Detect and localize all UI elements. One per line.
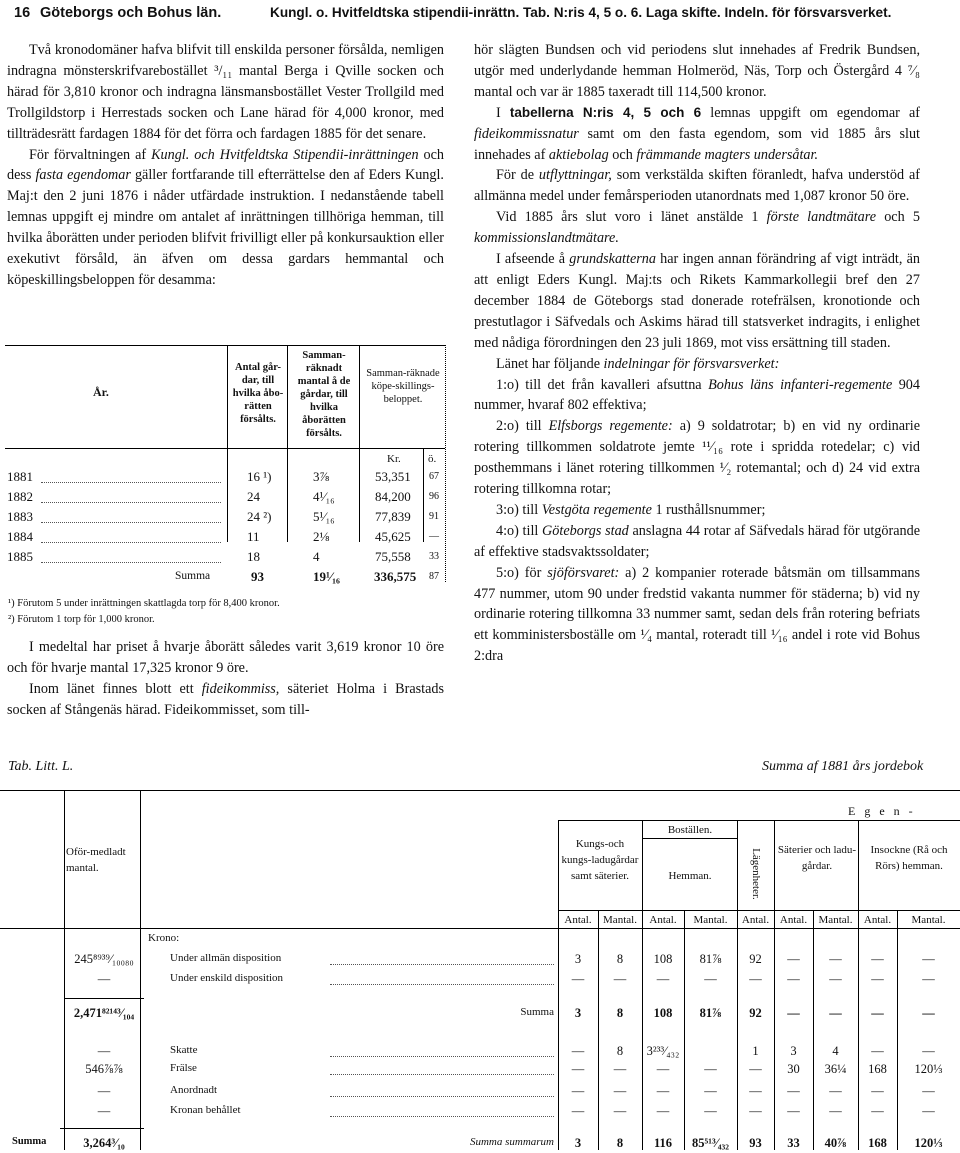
cell-ore: 67 [429,471,439,482]
sum2-pre: Summa [12,1136,47,1147]
cell-i-m: — [922,952,935,966]
paragraph-utflyttningar [474,165,920,207]
cell-k-m: 8 [616,1044,624,1058]
cell-k-m: 8 [616,1136,624,1150]
cell-i-a: — [871,952,884,966]
cell-l: — [749,1084,762,1098]
cell-k-a: — [571,1104,585,1118]
text: Vid 1885 års slut voro i länet anstälde 1 [496,209,767,226]
cell-k-a: 3 [574,952,582,966]
cell-of: — [97,1084,111,1098]
cell-h-a: 3²³³⁄₄₃₂ [646,1044,680,1058]
paragraph-5o [474,563,920,668]
sum-count: 93 [251,569,264,584]
text-italic: fideikommiss, [201,680,280,697]
cell-mantal: 2⅛ [313,529,330,544]
sum-kr: 336,575 [374,569,417,584]
cell-i-m: 120⅓ [914,1062,943,1076]
header-insockne: Insockne (Rå och Rörs) hemman. [870,844,948,872]
group-krono: Krono: [148,932,180,944]
cell-kr: 84,200 [375,489,411,504]
header-mantal: Mantal. [818,914,853,926]
cell-s-m: — [829,1084,842,1098]
cell-year: 1884 [7,529,33,544]
cell-count: 24 ²) [247,509,272,524]
sum-label: Summa [175,570,211,582]
sum-mantal: 19¹⁄₁₆ [313,569,340,584]
text-bold: tabellerna N:ris 4, 5 och 6 [509,104,702,120]
text: har ingen annan förändring af vigt inträdt, än att enligt Ederѕ Kungl. Maj:ts och Rikets Kammarkollegii bref den 27 december 1884 de Göteborgs stad donerade rotefrälsen, kronotionde och prestutlagor i Säfvedals och Askims härad till statsverket indragits, i enlighet med nådiga förordningen den 23 juli 1869, mot viss ersättning till staden. [474,251,920,351]
cell-mantal: 4¹⁄₁₆ [313,489,335,504]
row-label: Anordnadt [170,1084,218,1096]
cell-s-m: — [829,952,842,966]
text-italic: fasta egendomar [35,167,131,184]
cell-count: 24 [247,489,260,504]
header-bostallen: Boställen. [667,824,713,836]
cell-of: — [97,972,111,986]
rule [5,345,445,346]
cell-i-m: — [922,1044,935,1058]
rule [558,820,960,821]
paragraph-kronodomaner: Två kronodomäner hafva blifvit till enskilda personer försålda, nemligen indragna mönsterskrifvarebostället ³/₁₁ mantal Berga i Qville socken och härad för 3,810 kronor och indragna länsmansbostället Vester Trollgild med Trollgildstorp i Herrestads socken och Lane härad för 4,000 kronor, med tillträdesrätt fardagen 1884 för det förra och fardagen 1885 för det senare. [7,42,444,142]
cell-i-a: 168 [868,1062,887,1076]
text: lemnas uppgift om egendomar af [701,104,920,121]
cell-h-a: 108 [653,1006,673,1020]
text: och 5 [876,209,920,226]
row-label: Skatte [170,1044,198,1056]
footnote-2: ²) Förutom 1 torp för 1,000 kronor. [8,614,155,625]
leader-dots [41,562,221,563]
rule [445,345,446,582]
text-italic: indelningar för försvarsverket: [603,355,780,372]
cell-l: 1 [752,1044,759,1058]
col-price: Samman-räknade köpe-skillings-beloppet. [366,368,440,405]
header-lagenheter: Lägenheter. [750,848,762,900]
header-county: Göteborgs och Bohus län. [40,5,222,21]
paragraph-indelningar [474,354,920,375]
cell-h-m: — [704,1084,717,1098]
text: I [496,104,510,121]
cell-mantal: 3⅞ [313,469,330,484]
row-label: Summa [520,1006,554,1018]
text: 1:o) till det från kavalleri afsuttna [496,376,709,393]
row-label: Frälse [170,1062,197,1074]
cell-i-a: — [871,1084,884,1098]
cell-of: — [97,1104,111,1118]
cell-k-m: — [613,1084,627,1098]
cell-h-a: — [656,1062,670,1076]
cell-year: 1881 [7,469,33,484]
left-column-lower [7,637,444,721]
col-mantal: Samman-räknadt mantal å de gårdar, till hvilka åborätten försålts. [297,350,351,439]
rule [359,345,360,542]
text: 1 rusthållsnummer; [651,501,766,518]
cell-i-a: 168 [868,1136,887,1150]
paragraph-1o [474,375,920,417]
rule [64,790,65,1150]
cell-l: — [749,972,762,986]
col-count: Antal går-dar, till hvilka åbo-rätten försålts. [232,362,284,425]
cell-l: 92 [749,952,762,966]
text: 3:o) till [496,501,542,518]
rule [423,448,424,542]
text: För förvaltningen af [29,146,152,163]
text: a) 9 soldatrotar; b) en vid ny ordinarie rotering tillkommen soldatrote jemte ¹¹⁄₁₆ rote i spridda rotedelar; c) vid posthemmans i länet rotering tillkommen ¹⁄₂ rotemantal; och d) 24 vid extra rotering tillkomna rotar; [474,418,920,498]
text-italic: aktiebolag [548,146,609,163]
header-mantal: Mantal. [693,914,728,926]
paragraph-forvaltning [7,145,444,291]
cell-ore: 33 [429,551,439,562]
cell-k-m: 8 [616,1006,624,1020]
row-label: Summa summarum [469,1136,554,1148]
cell-h-a: 116 [653,1136,673,1150]
text-italic: Kungl. och Hvitfeldtska Stipendii-inrättningen [151,146,419,163]
cell-k-m: — [613,1104,627,1118]
cell-h-a: — [656,972,670,986]
rule [227,345,228,542]
header-oformedladt: Oför-medladt mantal. [66,846,126,874]
table-jordebok [0,738,960,1153]
text: samt om den fasta egendom, som vid 1885 års slut innehades af [474,125,920,163]
rule [0,790,960,791]
text: 2:o) till [496,418,549,435]
cell-k-a: — [571,1044,585,1058]
cell-s-m: 4 [832,1044,839,1058]
text: som verkstälda skiften föranledt, hafva understöd af allmänna medel under femårsperioden utanordnats med 1,087 kronor 50 öre. [474,167,920,205]
rule [287,345,288,542]
text: I afseende å [496,251,570,268]
unit-ore: ö. [428,453,437,465]
cell-h-m: 85⁵¹³⁄₄₃₂ [691,1136,730,1150]
paragraph-medeltal: I medeltal har priset å hvarje åborätt således varit 3,619 kronor 10 öre och för hvarje mantal 17,325 kronor 9 öre. [7,639,444,676]
leader-dots [330,1096,554,1097]
header-antal: Antal. [779,914,808,926]
cell-count: 16 ¹) [247,469,272,484]
paragraph-2o [474,416,920,500]
cell-i-m: — [922,1084,935,1098]
text-italic: Vestgöta regemente [541,501,652,518]
cell-h-a: — [656,1104,670,1118]
cell-count: 11 [247,529,260,544]
text-italic: främmande magters undersåtar. [636,146,819,163]
cell-i-m: — [922,972,935,986]
cell-s-m: — [829,1006,842,1020]
rule [642,838,737,839]
cell-s-a: — [787,1084,800,1098]
cell-ore: 91 [429,511,439,522]
cell-year: 1883 [7,509,33,524]
cell-s-a: — [787,972,800,986]
leader-dots [330,1056,554,1057]
cell-h-m: 81⅞ [699,1006,722,1020]
header-hemman: Hemman. [668,870,712,882]
tab-reference: Tab. Litt. L. [8,759,74,774]
cell-l: 93 [749,1136,762,1150]
header-antal: Antal. [741,914,770,926]
table-title: Summa af 1881 års jordebok [762,759,924,774]
text: säteriet Holma i Brastads socken af Stångenäs härad. Fideikommisset, som till- [7,680,444,718]
text-italic: Bohus läns infanteri-regemente [708,376,893,393]
cell-ore: — [429,531,439,542]
cell-year: 1882 [7,489,33,504]
cell-s-a: — [787,1104,800,1118]
paragraph-grundskatterna [474,249,920,354]
cell-k-m: — [613,972,627,986]
cell-i-a: — [871,1006,884,1020]
cell-k-m: — [613,1062,627,1076]
cell-k-m: 8 [616,952,624,966]
cell-s-m: — [829,972,842,986]
cell-l: — [749,1062,762,1076]
rule [60,1128,144,1129]
text-italic: fideikommissnatur [474,125,579,142]
cell-mantal: 4 [313,549,320,564]
row-label: Kronan behållet [170,1104,241,1116]
rule [64,998,144,999]
paragraph-bundsen: hör slägten Bundsen och vid periodens slut innehades af Fredrik Bundsen, utgör med underlydande hemman Holmeröd, Näs, Torp och Östergård 4 ⁷⁄₈ mantal och var är 1885 taxeradt till 114,500 kronor. [474,42,920,100]
text: 5:o) för [496,564,548,581]
rule [5,448,445,449]
cell-h-m: 81⅞ [699,952,722,966]
header-antal: Antal. [863,914,892,926]
table-aborett [5,345,445,584]
cell-s-a: 33 [787,1136,800,1150]
text: och [608,146,637,163]
right-column [474,40,920,667]
text-italic: Göteborgs stad [542,522,629,539]
cell-kr: 53,351 [375,469,411,484]
cell-s-a: — [787,952,800,966]
cell-h-m: — [704,972,717,986]
page-header [0,0,960,28]
text-italic: grundskatterna [569,251,656,268]
header-egen: E g e n - [848,804,916,818]
text-italic: förste landtmätare [766,209,877,226]
sum-ore: 87 [429,571,439,582]
paragraph-landtmatare [474,207,920,249]
cell-i-a: — [871,972,884,986]
text-italic: kommissionslandtmätare. [474,230,619,247]
cell-h-m: — [704,1062,717,1076]
cell-l: 92 [749,1006,762,1020]
leader-dots [330,984,554,985]
header-antal: Antal. [564,914,592,926]
header-mantal: Mantal. [911,914,946,926]
cell-s-m: 36¼ [824,1062,847,1076]
text-italic: utflyttningar, [538,167,612,184]
paragraph-4o [474,521,920,563]
cell-count: 18 [247,549,260,564]
header-antal: Antal. [649,914,677,926]
cell-of: 245⁸⁹³⁹⁄₁₀₀₈₀ [74,952,134,966]
header-contents: Kungl. o. Hvitfeldtska stipendii-inrättn. Tab. N:ris 4, 5 o. 6. Laga skifte. Indeln. för försvarsverket. [270,5,892,20]
leader-dots [330,1116,554,1117]
cell-i-a: — [871,1104,884,1118]
cell-of: — [97,1044,111,1058]
text: 904 nummer, hvaraf 802 effektiva; [474,376,920,414]
text: a) 2 kompanier roterade båtsmän om tillsammans 477 nummer, utom 90 under fredstid vakanta nummer för städerna; b) vid ny ordinarie rotering tillkomna 33 nummer samt, sedan dels från rotering befriats ett komministersboställe om ¹⁄₄ mantal, roteradt till ¹⁄₁₆ andel i rote vid Bohus 2:dra [474,564,920,665]
cell-i-m: — [922,1104,935,1118]
leader-dots [330,964,554,965]
text: För de [496,167,539,184]
row-label: Under allmän disposition [170,952,282,964]
cell-k-a: — [571,1084,585,1098]
text-italic: sjöförsvaret: [547,564,620,581]
row-label: Under enskild disposition [170,972,284,984]
cell-kr: 75,558 [375,549,411,564]
cell-k-a: 3 [574,1136,582,1150]
text-italic: Elfsborgs regemente: [548,418,673,435]
cell-k-a: 3 [574,1006,582,1020]
leader-dots [330,1074,554,1075]
cell-i-m: — [922,1006,935,1020]
col-year: År. [93,385,109,399]
header-saterier: Säterier och ladu-gårdar. [777,844,857,872]
leader-dots [41,502,221,503]
text: och dess [7,146,444,184]
page-number: 16 [14,5,31,21]
cell-h-a: — [656,1084,670,1098]
cell-ore: 96 [429,491,439,502]
text: Inom länet finnes blott ett [29,680,202,697]
cell-i-m: 120⅓ [914,1136,943,1150]
cell-s-a: 30 [787,1062,800,1076]
cell-k-a: — [571,1062,585,1076]
cell-s-m: 40⅞ [824,1136,847,1150]
cell-s-a: 3 [790,1044,797,1058]
rule [0,928,960,929]
header-mantal: Mantal. [603,914,637,926]
header-kungsgardar: Kungs-och kungs-ladugårdar samt säterier. [561,838,639,882]
cell-mantal: 5¹⁄₁₆ [313,509,335,524]
unit-kr: Kr. [387,453,401,465]
cell-of: 3,264³⁄₁₀ [83,1136,125,1150]
leader-dots [41,522,221,523]
cell-of: 546⅞⅞ [85,1062,123,1076]
cell-h-a: 108 [653,952,673,966]
cell-year: 1885 [7,549,33,564]
cell-s-m: — [829,1104,842,1118]
left-column-upper [7,40,444,291]
paragraph-fideikommiss [7,679,444,721]
footnote-1: ¹) Förutom 5 under inrättningen skattlagda torp för 8,400 kronor. [8,598,280,609]
cell-kr: 45,625 [375,529,411,544]
cell-h-m: — [704,1104,717,1118]
cell-l: — [749,1104,762,1118]
cell-of: 2,471⁸²¹⁴³⁄₁₀₄ [73,1006,135,1020]
leader-dots [41,482,221,483]
cell-k-a: — [571,972,585,986]
text: 4:o) till [496,522,543,539]
paragraph-tabellerna [474,103,920,166]
cell-i-a: — [871,1044,884,1058]
text: Länet har följande [496,355,604,372]
text: anslagna 44 rotar af Säfvedals härad för utgörande af effektive stadsvaktssoldater; [474,522,921,560]
paragraph-3o [474,500,920,521]
cell-s-a: — [787,1006,800,1020]
cell-kr: 77,839 [375,509,411,524]
leader-dots [41,542,221,543]
text: gäller fortfarande till efterrättelse den af Ederѕ Kungl. Maj:t den 2 juni 1876 i nåder utfärdade instruktion. I nedanstående tabell lemnas uppgift ej mindre om antalet af inrättningen tillhöriga hemman, till hvilka åborätten under perioden blifvit frivilligt eller på konkursauktion eller exekutivt försåld, än äfven om dessa gardars hemmantal och köpeskillingsbeloppen för desamma: [7,167,444,288]
